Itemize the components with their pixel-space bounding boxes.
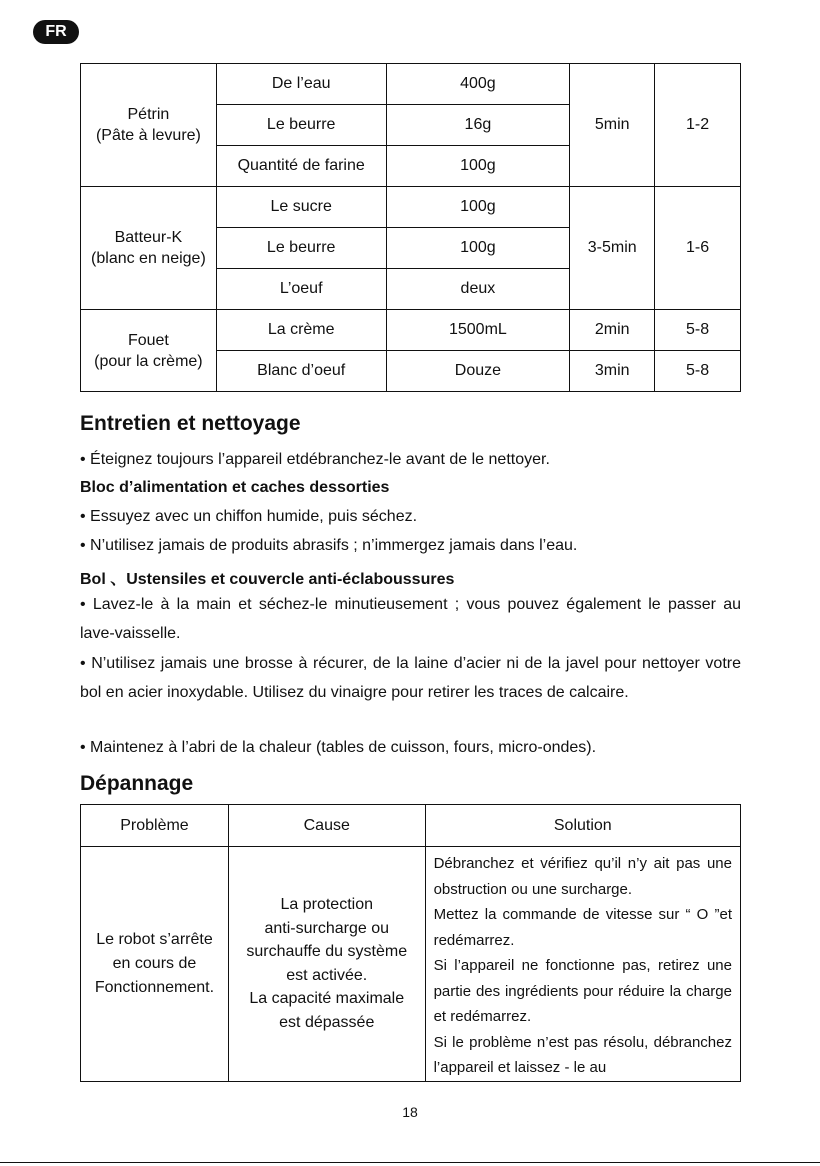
speed-cell: 1-6 [655,187,741,310]
ingredient-cell: Le sucre [216,187,386,228]
list-item: • Lavez-le à la main et séchez-le minutieusement ; vous pouvez également le passer au lave-vaisselle. [80,596,741,642]
table-header-row [81,805,741,847]
table-row [81,847,741,1082]
troubleshooting-table [80,804,741,1082]
speed-cell: 5-8 [655,351,741,392]
time-cell: 3min [570,351,655,392]
ingredient-cell: Le beurre [216,105,386,146]
list-item: • Essuyez avec un chiffon humide, puis séchez. [80,508,418,525]
quantity-cell: Douze [386,351,570,392]
quantity-cell: 100g [386,146,570,187]
maintenance-heading: Entretien et nettoyage [80,412,301,435]
tool-cell: Fouet (pour la crème) [81,310,217,392]
quantity-cell: 1500mL [386,310,570,351]
mixing-table [80,63,741,392]
language-badge: FR [33,20,79,44]
ingredient-cell: De l’eau [216,64,386,105]
list-item: • N’utilisez jamais une brosse à récurer, de la laine d’acier ni de la javel pour nettoyer votre bol en acier inoxydable. Utilisez du vinaigre pour retirer les traces de calcaire. [80,655,741,701]
header-solution: Solution [425,805,740,847]
ingredient-cell: L’oeuf [216,269,386,310]
list-item: • Maintenez à l’abri de la chaleur (tables de cuisson, fours, micro-ondes). [80,739,597,756]
time-cell: 3-5min [570,187,655,310]
quantity-cell: 100g [386,187,570,228]
quantity-cell: 16g [386,105,570,146]
cause-cell: La protection anti-surcharge ou surchauffe du système est activée. La capacité maximale est dépassée [228,847,425,1082]
ingredient-cell: Blanc d’oeuf [216,351,386,392]
maintenance-intro: • Éteignez toujours l’appareil etdébranchez-le avant de le nettoyer. [80,451,550,468]
bowl-subheading: Bol 、Ustensiles et couvercle anti-éclaboussures [80,571,455,588]
ingredient-cell: Quantité de farine [216,146,386,187]
quantity-cell: 100g [386,228,570,269]
time-cell: 5min [570,64,655,187]
problem-cell: Le robot s’arrête en cours de Fonctionnement. [81,847,229,1082]
ingredient-cell: La crème [216,310,386,351]
table-row [81,187,741,228]
speed-cell: 1-2 [655,64,741,187]
header-problem: Problème [81,805,229,847]
tool-cell: Batteur-K (blanc en neige) [81,187,217,310]
speed-cell: 5-8 [655,310,741,351]
table-row [81,310,741,351]
quantity-cell: deux [386,269,570,310]
page-number: 18 [402,1104,418,1120]
troubleshooting-heading: Dépannage [80,772,194,795]
bottom-divider [0,1162,820,1163]
header-cause: Cause [228,805,425,847]
quantity-cell: 400g [386,64,570,105]
table-row [81,64,741,105]
power-unit-subheading: Bloc d’alimentation et caches dessorties [80,479,390,496]
solution-cell: Débranchez et vérifiez qu’il n’y ait pas une obstruction ou une surcharge. Mettez la commande de vitesse sur “ O ”et redémarrez. Si l’appareil ne fonctionne pas, retirez une partie des ingrédients pour réduire la charge et redémarrez. Si le problème n’est pas résolu, débranchez l’appareil et laissez - le au [425,847,740,1082]
list-item: • N’utilisez jamais de produits abrasifs ; n’immergez jamais dans l’eau. [80,537,578,554]
ingredient-cell: Le beurre [216,228,386,269]
time-cell: 2min [570,310,655,351]
tool-cell: Pétrin (Pâte à levure) [81,64,217,187]
